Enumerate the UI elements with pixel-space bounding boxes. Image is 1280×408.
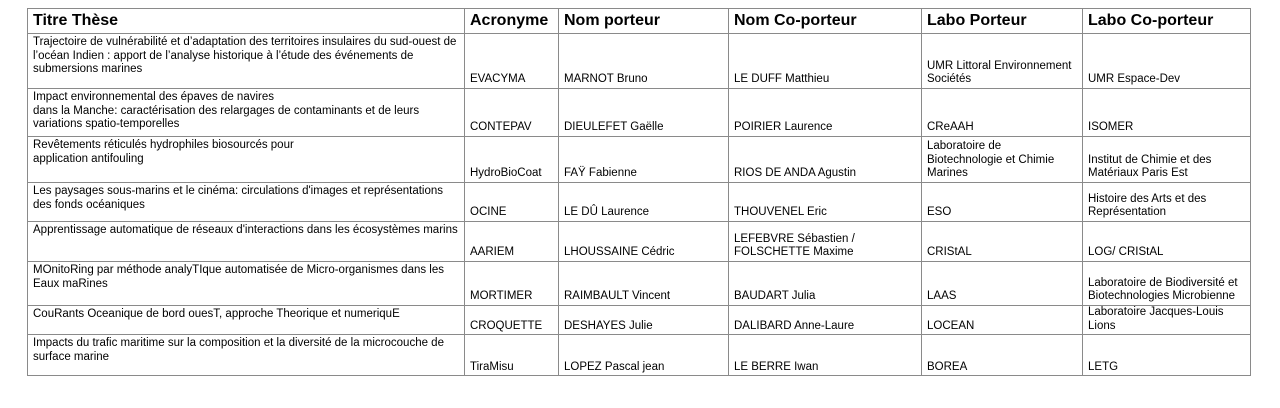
cell-labo-co-porteur: Laboratoire de Biodiversité et Biotechnologies Microbienne [1083, 262, 1251, 306]
header-row [28, 9, 1251, 34]
cell-titre-these: MOnitoRing par méthode analyTIque automatisée de Micro-organismes dans les Eaux maRines [28, 262, 465, 306]
cell-nom-porteur: LOPEZ Pascal jean [559, 335, 729, 376]
table-row [28, 137, 1251, 183]
cell-labo-co-porteur: Laboratoire Jacques-Louis Lions [1083, 306, 1251, 335]
table-row [28, 335, 1251, 376]
cell-nom-co-porteur: LEFEBVRE Sébastien / FOLSCHETTE Maxime [729, 222, 922, 262]
header-labo-co-porteur: Labo Co-porteur [1083, 9, 1251, 34]
cell-acronyme: EVACYMA [465, 34, 559, 89]
header-nom-porteur: Nom porteur [559, 9, 729, 34]
cell-titre-these: Trajectoire de vulnérabilité et d’adaptation des territoires insulaires du sud-ouest de l’océan Indien : apport de l’analyse historique à l’étude des événements de submersions marines [28, 34, 465, 89]
cell-labo-porteur: Laboratoire de Biotechnologie et Chimie Marines [922, 137, 1083, 183]
cell-nom-co-porteur: DALIBARD Anne-Laure [729, 306, 922, 335]
cell-titre-these: Impacts du trafic maritime sur la composition et la diversité de la microcouche de surface marine [28, 335, 465, 376]
table-row [28, 262, 1251, 306]
cell-labo-porteur: ESO [922, 183, 1083, 222]
cell-acronyme: TiraMisu [465, 335, 559, 376]
header-acronyme: Acronyme [465, 9, 559, 34]
cell-titre-these: Les paysages sous-marins et le cinéma: circulations d'images et représentations des fonds océaniques [28, 183, 465, 222]
cell-nom-co-porteur: RIOS DE ANDA Agustin [729, 137, 922, 183]
cell-labo-co-porteur: Histoire des Arts et des Représentation [1083, 183, 1251, 222]
table-row [28, 306, 1251, 335]
cell-nom-co-porteur: LE BERRE Iwan [729, 335, 922, 376]
cell-nom-porteur: MARNOT Bruno [559, 34, 729, 89]
theses-table [27, 8, 1251, 376]
cell-nom-co-porteur: THOUVENEL Eric [729, 183, 922, 222]
table-row [28, 222, 1251, 262]
cell-titre-these: Revêtements réticulés hydrophiles biosourcés pour application antifouling [28, 137, 465, 183]
table-row [28, 183, 1251, 222]
cell-labo-porteur: UMR Littoral Environnement Sociétés [922, 34, 1083, 89]
cell-labo-porteur: CReAAH [922, 89, 1083, 137]
cell-labo-co-porteur: LOG/ CRIStAL [1083, 222, 1251, 262]
table-body [28, 34, 1251, 376]
cell-labo-co-porteur: UMR Espace-Dev [1083, 34, 1251, 89]
cell-acronyme: AARIEM [465, 222, 559, 262]
cell-acronyme: CONTEPAV [465, 89, 559, 137]
cell-titre-these: Impact environnemental des épaves de navires dans la Manche: caractérisation des relargages de contaminants et de leurs variations spatio-temporelles [28, 89, 465, 137]
cell-nom-co-porteur: BAUDART Julia [729, 262, 922, 306]
cell-nom-co-porteur: LE DUFF Matthieu [729, 34, 922, 89]
cell-acronyme: MORTIMER [465, 262, 559, 306]
cell-acronyme: HydroBioCoat [465, 137, 559, 183]
cell-titre-these: CouRants Oceanique de bord ouesT, approche Theorique et numeriquE [28, 306, 465, 335]
cell-nom-co-porteur: POIRIER Laurence [729, 89, 922, 137]
table-row [28, 89, 1251, 137]
cell-labo-porteur: LAAS [922, 262, 1083, 306]
header-labo-porteur: Labo Porteur [922, 9, 1083, 34]
cell-acronyme: OCINE [465, 183, 559, 222]
cell-labo-porteur: CRIStAL [922, 222, 1083, 262]
cell-nom-porteur: FAŸ Fabienne [559, 137, 729, 183]
cell-nom-porteur: DIEULEFET Gaëlle [559, 89, 729, 137]
header-titre-these: Titre Thèse [28, 9, 465, 34]
cell-labo-co-porteur: Institut de Chimie et des Matériaux Paris Est [1083, 137, 1251, 183]
cell-nom-porteur: LE DÛ Laurence [559, 183, 729, 222]
cell-labo-porteur: LOCEAN [922, 306, 1083, 335]
cell-labo-co-porteur: ISOMER [1083, 89, 1251, 137]
cell-nom-porteur: LHOUSSAINE Cédric [559, 222, 729, 262]
cell-labo-co-porteur: LETG [1083, 335, 1251, 376]
cell-titre-these: Apprentissage automatique de réseaux d'interactions dans les écosystèmes marins [28, 222, 465, 262]
cell-labo-porteur: BOREA [922, 335, 1083, 376]
cell-nom-porteur: DESHAYES Julie [559, 306, 729, 335]
cell-acronyme: CROQUETTE [465, 306, 559, 335]
table-row [28, 34, 1251, 89]
cell-nom-porteur: RAIMBAULT Vincent [559, 262, 729, 306]
header-nom-co-porteur: Nom Co-porteur [729, 9, 922, 34]
